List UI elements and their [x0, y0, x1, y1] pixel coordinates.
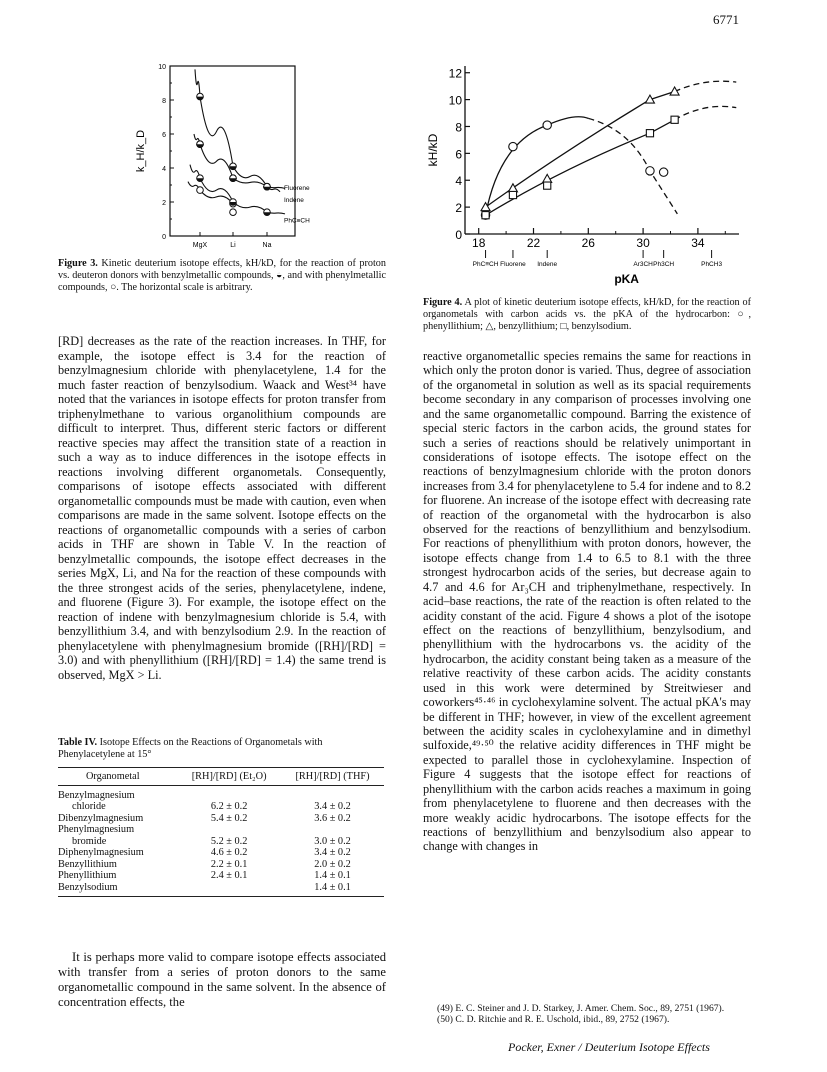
- x-category-label: MgX: [192, 242, 208, 249]
- table-row: [58, 859, 384, 871]
- phenyllithium-marker: [646, 167, 654, 175]
- y-tick-label: 6: [455, 147, 462, 162]
- curve-label: Indene: [284, 196, 304, 204]
- y-tick-label: 0: [455, 228, 462, 242]
- table-cell: chloride: [72, 801, 106, 813]
- table-cell: 6.2 ± 0.2: [210, 801, 248, 813]
- x-tick-label: 18: [472, 236, 486, 250]
- figure-4-caption-text: A plot of kinetic deuterium isotope effects, kH/kD, for the reaction of organometals with carbon acids vs. the pKA of the hydrocarbon: ○, phenyllithium; △, benzyllithium; □, benzylsodium.: [423, 297, 751, 332]
- figure-3-text: [135, 64, 310, 249]
- benzyllithium-marker: [481, 203, 490, 211]
- table-cell: Benzylsodium: [58, 882, 177, 897]
- table-4-title-text: Isotope Effects on the Reactions of Organometals with Phenylacetylene at 15°: [58, 737, 323, 760]
- table-cell: 4.6 ± 0.2: [210, 847, 248, 859]
- phenyllithium-marker: [659, 168, 667, 176]
- figure-4-plot: [423, 62, 745, 294]
- table-row: [58, 801, 384, 813]
- x-tick-label: 30: [636, 236, 650, 250]
- open-circle-marker: [230, 209, 237, 216]
- table-header-thf: [RH]/[RD] (THF): [281, 767, 384, 786]
- table-cell: 3.0 ± 0.2: [314, 835, 351, 847]
- table-cell: [281, 824, 384, 836]
- table-row: [58, 847, 384, 859]
- x-tick-label: 34: [691, 236, 705, 250]
- table-header-et2o: [RH]/[RD] (Et₂O): [177, 767, 281, 786]
- table-4: [58, 737, 386, 897]
- table-row: [58, 870, 384, 882]
- phenyllithium-marker: [509, 142, 517, 150]
- footnote-50: (50) C. D. Ritchie and R. E. Uschold, ibid., 89, 2752 (1967).: [437, 1014, 670, 1025]
- y-tick-label: 2: [162, 200, 166, 207]
- y-tick-label: 0: [162, 234, 166, 241]
- table-cell: 1.4 ± 0.1: [281, 882, 384, 897]
- figure-3-caption: [58, 258, 386, 293]
- table-cell: [177, 824, 281, 836]
- figure-4-curves: [486, 81, 737, 215]
- left-column-body: [58, 334, 386, 682]
- page-number: 6771: [713, 12, 739, 27]
- table-header-row: [58, 767, 384, 786]
- table-cell: 5.2 ± 0.2: [210, 835, 248, 847]
- curve-label: PhC≡CH: [284, 217, 310, 225]
- compound-label: PhC≡CH: [472, 261, 499, 268]
- table-cell: 3.4 ± 0.2: [314, 847, 351, 859]
- y-tick-label: 4: [162, 166, 166, 173]
- y-tick-label: 4: [455, 174, 462, 189]
- running-footer: Pocker, Exner / Deuterium Isotope Effects: [508, 1040, 710, 1054]
- left-paragraph: [RD] decreases as the rate of the reaction increases. In THF, for example, the isotope effect is 3.4 for the reaction of benzylmagnesium chloride with phenylacetylene, 1.4 for the much faster reaction of benzylsodium. Waack and West³⁴ have noted that the variances in isotope effects for proton transfer from triphenylmethane to various organolithium compounds are difficult to interpret. Thus, different steric factors or different reactive species may affect the transition state of a reaction in such a way as to induce differences in the isotope effects in reactions involving different organometals. Consequently, comparisons of isotope effects associated with different organometallic compounds must be made with caution, even when comparisons are made in the same solvent. Isotope effects on the reactions of organometallic compounds with a series of carbon acids in THF are shown in Table V. In the reaction of benzylmetallic compounds, the isotope effect decreases in the series MgX, Li, and Na for the reaction of these compounds with the three strongest acids of the series, phenylacetylene, indene, and fluorene (Figure 3). For example, the isotope effect on the reaction of indene with benzylmagnesium chloride is 5.4, with benzyllithium 3.4, and with benzylsodium 2.9. In the reaction of phenylacetylene with phenylmagnesium bromide ([RH]/[RD] = 3.0) and with phenyllithium ([RH]/[RD] = 1.4) the same trend is observed, MgX > Li.: [58, 334, 386, 682]
- x-tick-label: 26: [581, 236, 595, 250]
- figure-3-curve: [195, 69, 280, 191]
- table-cell: Diphenylmagnesium: [58, 847, 144, 859]
- compound-label: Indene: [537, 261, 558, 268]
- table-4-grid: [58, 767, 384, 898]
- table-cell: 1.4 ± 0.1: [314, 870, 351, 882]
- table-row: [58, 882, 384, 897]
- x-category-label: Na: [262, 242, 272, 249]
- table-cell: [281, 790, 384, 802]
- table-row: [58, 824, 384, 836]
- table-cell: 3.4 ± 0.2: [314, 801, 351, 813]
- figure-3-plot: [130, 58, 330, 253]
- figure-4-caption: [423, 297, 751, 332]
- table-cell: 2.0 ± 0.2: [314, 858, 351, 870]
- table-row: [58, 790, 384, 802]
- y-tick-label: 6: [162, 132, 166, 139]
- table-cell: Phenyllithium: [58, 870, 117, 882]
- right-paragraph: reactive organometallic species remains the same for reactions in which only the proton donor is varied. Thus, degree of association of the organometal in solution as well as its spacial requirements become secondary in any comparison of processes involving one and the same organometallic compound. Barring the existence of special steric factors in the carbon acids, the ground states for such a series of reactions should be relatively unimportant in considerations of isotope effects. The isotope effect on the reactions of benzylmagnesium chloride with the proton donors increases from 3.4 for phenylacetylene to 5.4 for indene and to 8.2 for fluorene. An increase of the isotope effect with decreasing rate of reaction of the organometal with the hydrocarbon is also observed for the reactions of benzyllithium and benzylsodium. For reactions of phenyllithium with proton donors, however, the isotope effects change from 1.4 to 6.5 to 8.1 with the three strongest hydrocarbon acids of the series, but decrease again to 4.7 and 4.6 for Ar₃CH and triphenylmethane, respectively. In acid–base reactions, the rate of the reaction is often related to the acidity constant of the acid. Figure 4 shows a plot of the isotope effect on the reactions of benzyllithium, benzylsodium, and phenyllithium with the hydrocarbons vs. the acidity of the hydrocarbon, the acidity constant being taken as a measure of the relative reactivity of these carbon acids. The acidity constants used in this work were determined by Streitwieser and coworkers⁴⁵·⁴⁶ in cyclohexylamine solvent. The actual pKA's may be different in THF; however, in view of the excellent agreement between the acidity scales in cyclohexylamine and in dimethyl sulfoxide,⁴⁹·⁵⁰ the relative acidity differences in THF might be expected to parallel those in cyclohexylamine. Inspection of Figure 4 suggests that the isotope effect for reactions of phenyllithium with the carbon acids reaches a maximum in going from phenylacetylene to fluorene and then decreases with the more weakly acidic hydrocarbons. The isotope effects for the reactions of benzyllithium and benzylsodium also appear to change with changes in: [423, 349, 751, 854]
- y-axis-label: kH/kD: [426, 133, 440, 167]
- y-axis-label: k_H/k_D: [135, 129, 147, 173]
- figure-3-caption-label: Figure 3.: [58, 258, 98, 269]
- footnotes: [423, 1003, 751, 1025]
- y-tick-label: 8: [455, 120, 462, 135]
- table-cell: 2.2 ± 0.1: [210, 858, 248, 870]
- table-cell: Benzylmagnesium: [58, 789, 135, 801]
- compound-label: Fluorene: [500, 261, 526, 268]
- benzylsodium-marker: [482, 212, 489, 219]
- open-circle-marker: [197, 187, 204, 194]
- benzylsodium-marker: [671, 116, 678, 123]
- table-cell: 3.6 ± 0.2: [314, 812, 351, 824]
- table-header-organometal: Organometal: [58, 767, 177, 786]
- phenyllithium-marker: [543, 121, 551, 129]
- phenyllithium-curve: [486, 117, 589, 215]
- figure-3-caption-text: Kinetic deuterium isotope effects, kH/kD, for the reaction of proton vs. deuteron donors with benzylmetallic compounds, ◒, and with phenylmetallic compounds, ○. The horizontal scale is arbitrary.: [58, 258, 386, 293]
- x-axis-label: pKA: [614, 272, 639, 286]
- y-tick-label: 10: [158, 64, 166, 71]
- left-column-bottom: [58, 950, 386, 1010]
- figure-4-axes: [465, 66, 739, 258]
- table-cell: Benzyllithium: [58, 858, 117, 870]
- figure-4-text: [426, 67, 722, 286]
- left-bottom-paragraph: It is perhaps more valid to compare isotope effects associated with transfer from a series of proton donors to the same organometallic compound in the same solvent. In the absence of concentration effects, the: [58, 950, 386, 1009]
- benzyllithium-dashed-curve: [675, 81, 737, 91]
- table-row: [58, 836, 384, 848]
- table-cell: 2.4 ± 0.1: [210, 870, 248, 882]
- compound-label: PhCH3: [701, 261, 723, 268]
- table-cell: Phenylmagnesium: [58, 824, 135, 836]
- right-column-body: [423, 349, 751, 854]
- table-cell: 5.4 ± 0.2: [210, 812, 248, 824]
- x-category-label: Li: [230, 242, 236, 249]
- benzyllithium-marker: [670, 87, 679, 95]
- table-cell: [177, 790, 281, 802]
- y-tick-label: 2: [455, 201, 462, 216]
- y-tick-label: 10: [448, 93, 462, 108]
- y-tick-label: 12: [448, 66, 462, 81]
- table-cell: [177, 882, 281, 897]
- table-4-title-label: Table IV.: [58, 737, 98, 748]
- benzylsodium-marker: [646, 130, 653, 137]
- figure-4-caption-label: Figure 4.: [423, 297, 463, 308]
- compound-label: Ph3CH: [653, 261, 675, 268]
- table-4-title: [58, 737, 386, 761]
- curve-label: Fluorene: [284, 185, 310, 192]
- benzylsodium-marker: [509, 191, 516, 198]
- benzylsodium-dashed-curve: [675, 106, 737, 119]
- table-row: [58, 813, 384, 825]
- x-tick-label: 22: [526, 236, 541, 250]
- y-tick-label: 8: [162, 98, 166, 105]
- table-cell: bromide: [72, 835, 107, 847]
- footnote-49: (49) E. C. Steiner and J. D. Starkey, J. Amer. Chem. Soc., 89, 2751 (1967).: [437, 1003, 725, 1014]
- table-cell: Dibenzylmagnesium: [58, 812, 144, 824]
- benzylsodium-marker: [544, 182, 551, 189]
- compound-label: Ar3CH: [633, 261, 653, 268]
- phenyllithium-dashed-curve: [588, 118, 677, 213]
- figure-3-curve: [194, 134, 285, 188]
